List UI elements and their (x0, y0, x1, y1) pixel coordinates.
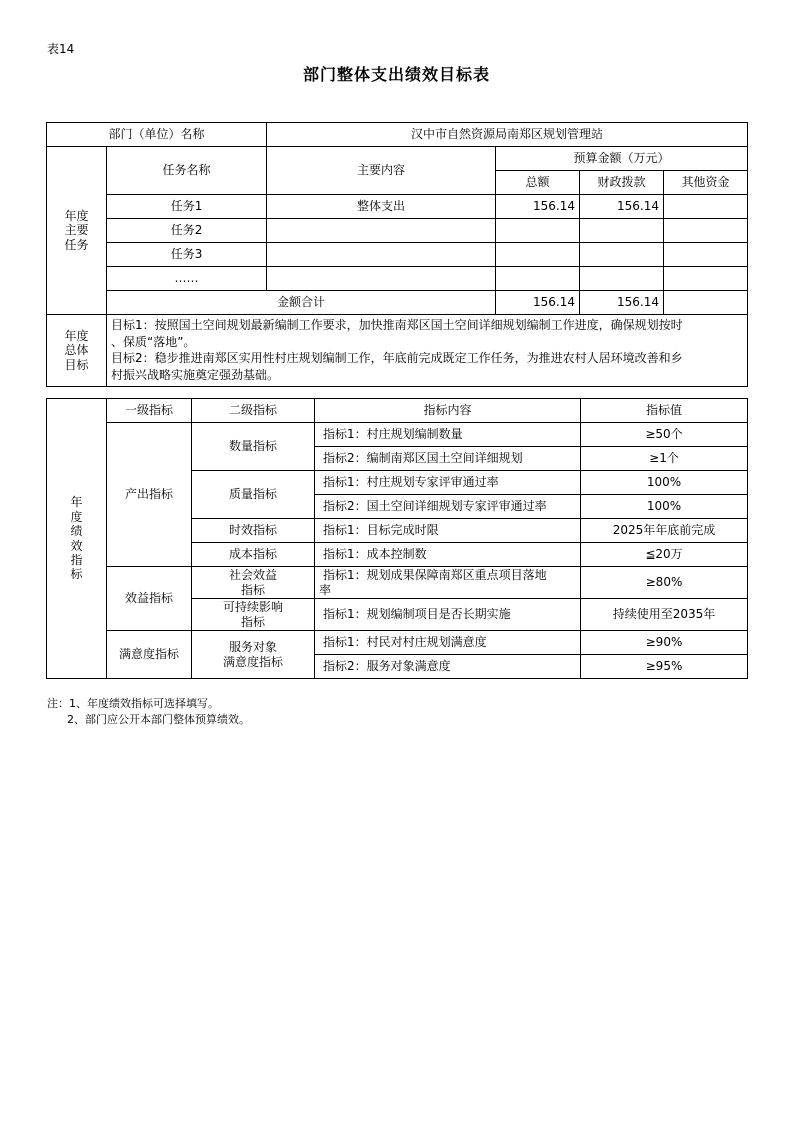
indicator-content: 指标1：村庄规划编制数量 (315, 423, 581, 447)
service-satisfaction-indicators: 服务对象 满意度指标 (192, 631, 315, 679)
dept-label: 部门（单位）名称 (47, 123, 267, 147)
task-other (664, 243, 748, 267)
indicator-value: ≥1个 (581, 447, 748, 471)
task-other (664, 267, 748, 291)
cost-indicators: 成本指标 (192, 543, 315, 567)
task-total (496, 243, 580, 267)
indicator-header-row (47, 399, 748, 423)
benefit-indicators: 效益指标 (107, 567, 192, 631)
task-fiscal (580, 243, 664, 267)
indicator-content: 指标1：村庄规划专家评审通过率 (315, 471, 581, 495)
task-name: …… (107, 267, 267, 291)
indicator-content: 指标2：编制南郑区国土空间详细规划 (315, 447, 581, 471)
task-total: 156.14 (496, 195, 580, 219)
sum-label: 金额合计 (107, 291, 496, 315)
indicator-value: 100% (581, 471, 748, 495)
task-content: 整体支出 (267, 195, 496, 219)
task-content (267, 267, 496, 291)
indicator-value: 持续使用至2035年 (581, 599, 748, 631)
budget-header: 预算金额（万元） (496, 147, 748, 171)
task-row (47, 219, 748, 243)
indicator-content: 指标1：目标完成时限 (315, 519, 581, 543)
indicator-row (47, 423, 748, 447)
task-fiscal (580, 219, 664, 243)
task-total (496, 219, 580, 243)
dept-name: 汉中市自然资源局南郑区规划管理站 (267, 123, 748, 147)
task-name: 任务2 (107, 219, 267, 243)
indicator-content: 指标1：成本控制数 (315, 543, 581, 567)
task-other (664, 195, 748, 219)
annual-indicators-label: 年 度 绩 效 指 标 (47, 399, 107, 679)
task-name: 任务1 (107, 195, 267, 219)
level2-header: 二级指标 (192, 399, 315, 423)
annual-goals-text (107, 315, 748, 387)
sum-fiscal: 156.14 (580, 291, 664, 315)
task-row (47, 243, 748, 267)
page-title: 部门整体支出绩效目标表 (302, 65, 490, 84)
sum-other (664, 291, 748, 315)
task-name-header: 任务名称 (107, 147, 267, 195)
social-benefit-indicators: 社会效益 指标 (192, 567, 315, 599)
quantity-indicators: 数量指标 (192, 423, 315, 471)
task-fiscal (580, 267, 664, 291)
other-header: 其他资金 (664, 171, 748, 195)
task-name: 任务3 (107, 243, 267, 267)
task-fiscal: 156.14 (580, 195, 664, 219)
footnotes (47, 696, 250, 728)
annual-tasks-label: 年度 主要 任务 (47, 147, 107, 315)
indicator-content: 指标2：国土空间详细规划专家评审通过率 (315, 495, 581, 519)
sustainability-indicators: 可持续影响 指标 (192, 599, 315, 631)
task-row (47, 267, 748, 291)
indicator-value: ≦20万 (581, 543, 748, 567)
task-content (267, 219, 496, 243)
level1-header: 一级指标 (107, 399, 192, 423)
indicator-content: 指标2：服务对象满意度 (315, 655, 581, 679)
task-header-row (47, 147, 748, 171)
indicator-value: ≥50个 (581, 423, 748, 447)
annual-goals-label: 年度 总体 目标 (47, 315, 107, 387)
quality-indicators: 质量指标 (192, 471, 315, 519)
goal-line: 、保质“落地”。 (111, 334, 196, 349)
indicator-value: 100% (581, 495, 748, 519)
task-total (496, 267, 580, 291)
fiscal-header: 财政拨款 (580, 171, 664, 195)
footnote: 注：1、年度绩效指标可选择填写。 (47, 697, 219, 710)
task-other (664, 219, 748, 243)
satisfaction-indicators: 满意度指标 (107, 631, 192, 679)
goal-line: 目标1：按照国土空间规划最新编制工作要求，加快推南郑区国土空间详细规划编制工作进度，确保规划按时 (111, 318, 683, 332)
indicator-content: 指标1：村民对村庄规划满意度 (315, 631, 581, 655)
sum-total: 156.14 (496, 291, 580, 315)
content-header: 指标内容 (315, 399, 581, 423)
value-header: 指标值 (581, 399, 748, 423)
goal-line: 目标2：稳步推进南郑区实用性村庄规划编制工作，年底前完成既定工作任务，为推进农村人居环境改善和乡 (111, 351, 683, 365)
sum-row (47, 291, 748, 315)
indicator-row (47, 631, 748, 655)
goals-row (47, 315, 748, 387)
task-content (267, 243, 496, 267)
output-indicators: 产出指标 (107, 423, 192, 567)
indicators-table (46, 398, 748, 679)
indicator-value: ≥80% (581, 567, 748, 599)
total-header: 总额 (496, 171, 580, 195)
footnote: 2、部门应公开本部门整体预算绩效。 (67, 713, 250, 726)
timeliness-indicators: 时效指标 (192, 519, 315, 543)
form-number: 表14 (47, 42, 75, 56)
indicator-value: ≥95% (581, 655, 748, 679)
dept-row (47, 123, 748, 147)
indicator-value: ≥90% (581, 631, 748, 655)
indicator-content: 指标1：规划编制项目是否长期实施 (315, 599, 581, 631)
goal-line: 村振兴战略实施奠定强劲基础。 (111, 367, 280, 382)
indicator-value: 2025年年底前完成 (581, 519, 748, 543)
task-content-header: 主要内容 (267, 147, 496, 195)
tasks-table (46, 122, 748, 387)
indicator-content: 指标1：规划成果保障南郑区重点项目落地 率 (315, 567, 581, 599)
indicator-row (47, 567, 748, 599)
task-row (47, 195, 748, 219)
